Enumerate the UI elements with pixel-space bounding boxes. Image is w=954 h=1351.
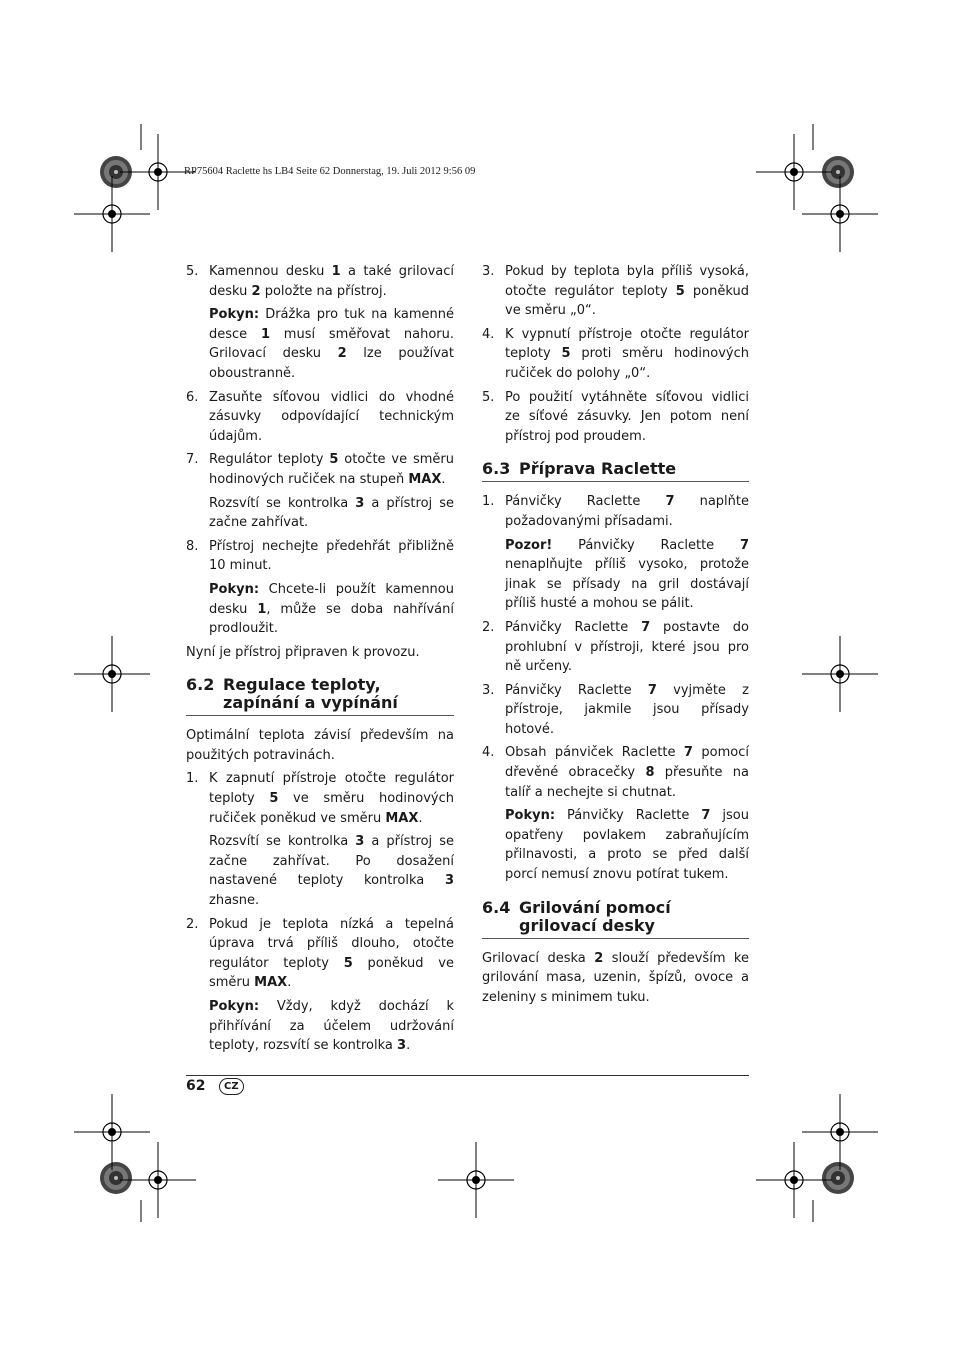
raclette-step-3: 3. Pánvičky Raclette 7 vyjměte z přístroje, jakmile jsou přísady hotové.: [482, 682, 749, 737]
note-step-8: Pokyn: Chcete-li použít kamennou desku 1, může se doba nahřívání prodloužit.: [209, 581, 454, 637]
page-number: 62: [186, 1078, 206, 1094]
step-3-temp: 3. Pokud by teplota byla příliš vysoká, otočte regulátor teploty 5 poněkud ve směru „0“.: [482, 264, 749, 319]
step-1-temp-detail: Rozsvítí se kontrolka 3 a přístroj se začne zahřívat. Po dosažení nastavené teploty kontrolka 3 zhasne.: [209, 834, 454, 909]
warning-raclette-1: Pozor! Pánvičky Raclette 7 nenaplňujte příliš vysoko, protože jinak se přísady na gril dostávají příliš husté a mohou se pálit.: [505, 537, 749, 612]
step-4-temp: 4. K vypnutí přístroje otočte regulátor teploty 5 proti směru hodinových ručiček do polohy „0“.: [482, 326, 749, 381]
step-7: 7. Regulátor teploty 5 otočte ve směru hodinových ručiček na stupeň MAX.: [186, 452, 454, 487]
grill-plate-text: Grilovací deska 2 slouží především ke grilování masa, uzenin, špízů, ovoce a zeleniny s minimem tuku.: [482, 950, 749, 1005]
right-column: [482, 262, 749, 1011]
heading-6-4: 6.4 Grilování pomocí grilovací desky: [482, 899, 749, 939]
step-7-detail: Rozsvítí se kontrolka 3 a přístroj se začne zahřívat.: [209, 495, 454, 531]
note-raclette-4: Pokyn: Pánvičky Raclette 7 jsou opatřeny povlakem zabraňujícím přilnavosti, a proto se před další porcí nemusí znovu potírat tukem.: [505, 808, 749, 883]
heading-6-2: 6.2 Regulace teploty, zapínání a vypínání: [186, 676, 454, 716]
step-2-temp: 2. Pokud je teplota nízká a tepelná úprava trvá příliš dlouho, otočte regulátor teploty 5 poněkud ve směru MAX.: [186, 916, 454, 991]
note-step-2-temp: Pokyn: Vždy, když dochází k přihřívání za účelem udržování teploty, rozsvítí se kontrolka 3.: [209, 999, 454, 1054]
step-5: 5. Kamennou desku 1 a také grilovací desku 2 položte na přístroj.: [186, 264, 454, 299]
left-column: [186, 262, 454, 1060]
raclette-step-1: 1. Pánvičky Raclette 7 naplňte požadovanými přísadami.: [482, 494, 749, 529]
raclette-step-2: 2. Pánvičky Raclette 7 postavte do prohlubní v přístroji, které jsou pro ně určeny.: [482, 619, 749, 675]
step-6: 6. Zasuňte síťovou vidlici do vhodné zásuvky odpovídající technickým údajům.: [186, 389, 454, 444]
footer-rule: [186, 1075, 749, 1076]
step-1-temp: 1. K zapnutí přístroje otočte regulátor teploty 5 ve směru hodinových ručiček poněkud ve směru MAX.: [186, 771, 454, 826]
note-step-5: Pokyn: Drážka pro tuk na kamenné desce 1 musí směřovat nahoru. Grilovací desku 2 lze používat oboustranně.: [209, 307, 454, 381]
heading-6-3: 6.3 Příprava Raclette: [482, 460, 749, 482]
step-8: 8. Přístroj nechejte předehřát přibližně 10 minut.: [186, 538, 454, 574]
ready-text: Nyní je přístroj připraven k provozu.: [186, 644, 420, 660]
step-5-temp: 5. Po použití vytáhněte síťovou vidlici ze síťové zásuvky. Jen potom není přístroj pod proudem.: [482, 389, 749, 444]
intro-6-2: Optimální teplota závisí především na použitých potravinách.: [186, 728, 454, 763]
print-slug: RP75604 Raclette hs LB4 Seite 62 Donnerstag, 19. Juli 2012 9:56 09: [184, 166, 476, 177]
language-badge: CZ: [219, 1078, 244, 1095]
raclette-step-4: 4. Obsah pánviček Raclette 7 pomocí dřevěné obracečky 8 přesuňte na talíř a nechejte si chutnat.: [482, 745, 749, 800]
